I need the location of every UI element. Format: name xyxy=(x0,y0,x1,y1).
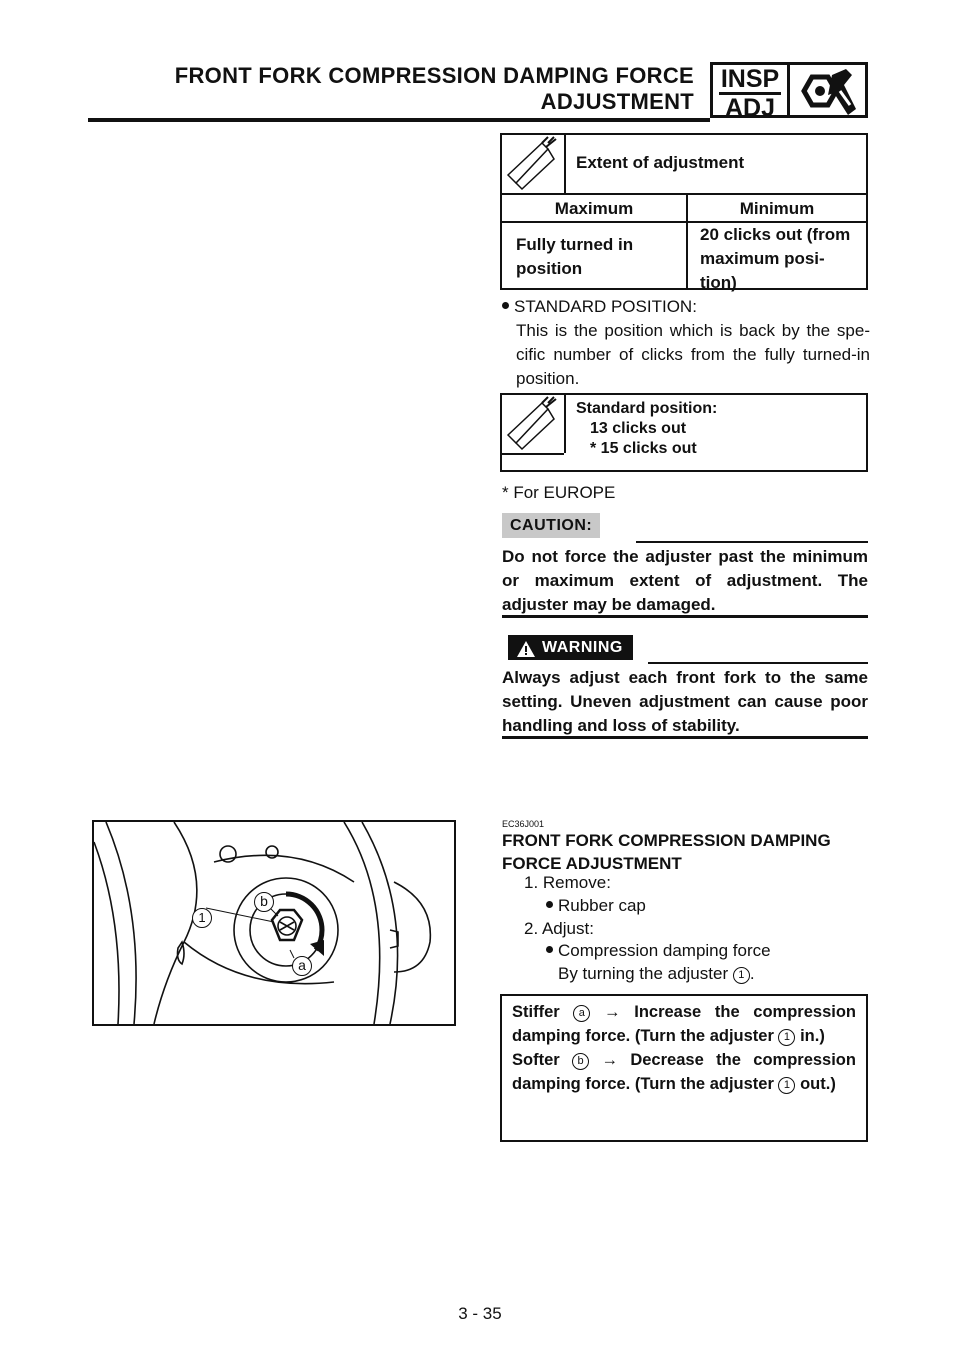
arrow-icon: → xyxy=(601,1051,618,1069)
bullet-icon xyxy=(502,302,509,309)
caution-block xyxy=(502,517,600,535)
step-2: 2. Adjust: xyxy=(524,919,594,938)
min-value: 20 clicks out (from maximum posi-tion) xyxy=(700,225,851,292)
warning-block xyxy=(508,639,633,657)
warning-triangle-icon xyxy=(516,640,536,658)
softer-word: Softer xyxy=(512,1051,560,1069)
caution-text: Do not force the adjuster past the minimum or maximum extent of adjustment. The adjuster may be damaged. xyxy=(502,547,868,614)
caution-rule xyxy=(636,541,868,543)
page-title xyxy=(175,63,694,115)
step-1: 1. Remove: xyxy=(524,873,611,892)
ref-1: 1 xyxy=(778,1029,795,1046)
insp-adj-badge xyxy=(710,62,790,122)
softer-text: Decrease the compression damping force. (Turn the adjuster xyxy=(512,1051,856,1093)
softer-row xyxy=(512,1048,856,1096)
max-value: Fully turned in position xyxy=(516,235,634,278)
standard-note xyxy=(502,295,870,391)
caliper-icon xyxy=(502,395,564,453)
section-code: EC36J001 xyxy=(502,819,545,829)
ref-1: 1 xyxy=(733,967,750,984)
col-minimum: Minimum xyxy=(739,199,815,218)
badge-top: INSP xyxy=(720,65,780,93)
step-2-desc: By turning the adjuster 1 . xyxy=(558,964,755,983)
step-1-item xyxy=(546,894,646,918)
fork-adjuster-figure xyxy=(92,820,456,1026)
page-title-line2: ADJUSTMENT xyxy=(540,89,694,114)
caution-tag: CAUTION: xyxy=(502,513,600,538)
standard-position-label: Standard position: xyxy=(576,400,718,417)
bullet-icon xyxy=(546,901,553,908)
callout-a: a xyxy=(292,956,312,976)
callout-1: 1 xyxy=(192,908,212,928)
for-europe-note: * For EUROPE xyxy=(502,483,616,502)
page-number: 3 - 35 xyxy=(458,1304,502,1323)
standard-clicks-europe: * 15 clicks out xyxy=(590,440,697,457)
warning-bottom-rule xyxy=(502,736,868,739)
warning-rule xyxy=(648,662,868,664)
section-title-line1: FRONT FORK COMPRESSION DAMPING xyxy=(502,831,831,850)
standard-note-label: STANDARD POSITION: xyxy=(514,297,697,316)
step-2-item xyxy=(546,939,771,963)
caliper-icon xyxy=(502,135,564,193)
softer-end: out.) xyxy=(800,1075,836,1093)
step-2-item-text: Compression damping force xyxy=(558,941,771,960)
extent-table xyxy=(500,133,868,290)
fork-illustration xyxy=(94,822,454,1024)
wrench-icon xyxy=(790,65,865,118)
stiffer-word: Stiffer xyxy=(512,1003,560,1021)
header-rule xyxy=(88,118,710,122)
ref-b: b xyxy=(572,1053,589,1070)
caution-bottom-rule xyxy=(502,615,868,618)
bullet-icon xyxy=(546,946,553,953)
warning-tag: WARNING xyxy=(508,635,633,660)
section-title-line2: FORCE ADJUSTMENT xyxy=(502,854,682,873)
arrow-icon: → xyxy=(604,1003,621,1021)
step-2-desc-text: By turning the adjuster xyxy=(558,964,729,983)
ref-a: a xyxy=(573,1005,590,1022)
page-title-line1: FRONT FORK COMPRESSION DAMPING FORCE xyxy=(174,63,694,88)
col-maximum: Maximum xyxy=(554,199,634,218)
extent-table-title: Extent of adjustment xyxy=(576,153,745,172)
ref-1: 1 xyxy=(778,1077,795,1094)
standard-table xyxy=(500,393,868,472)
badge-bottom: ADJ xyxy=(724,94,775,122)
standard-clicks: 13 clicks out xyxy=(590,420,687,437)
result-table xyxy=(500,994,868,1142)
callout-b: b xyxy=(254,892,274,912)
standard-note-text: This is the position which is back by the spe-cific number of clicks from the fully turned-in position. xyxy=(516,321,870,388)
stiffer-end: in.) xyxy=(800,1027,825,1045)
stiffer-text: Increase the compression damping force. (Turn the adjuster xyxy=(512,1003,856,1045)
section-title xyxy=(502,829,831,875)
warning-text: Always adjust each front fork to the same setting. Uneven adjustment can cause poor handling and loss of stability. xyxy=(502,668,868,735)
step-1-item-text: Rubber cap xyxy=(558,896,646,915)
stiffer-row xyxy=(512,1000,856,1048)
wrench-icon-box xyxy=(790,62,868,118)
